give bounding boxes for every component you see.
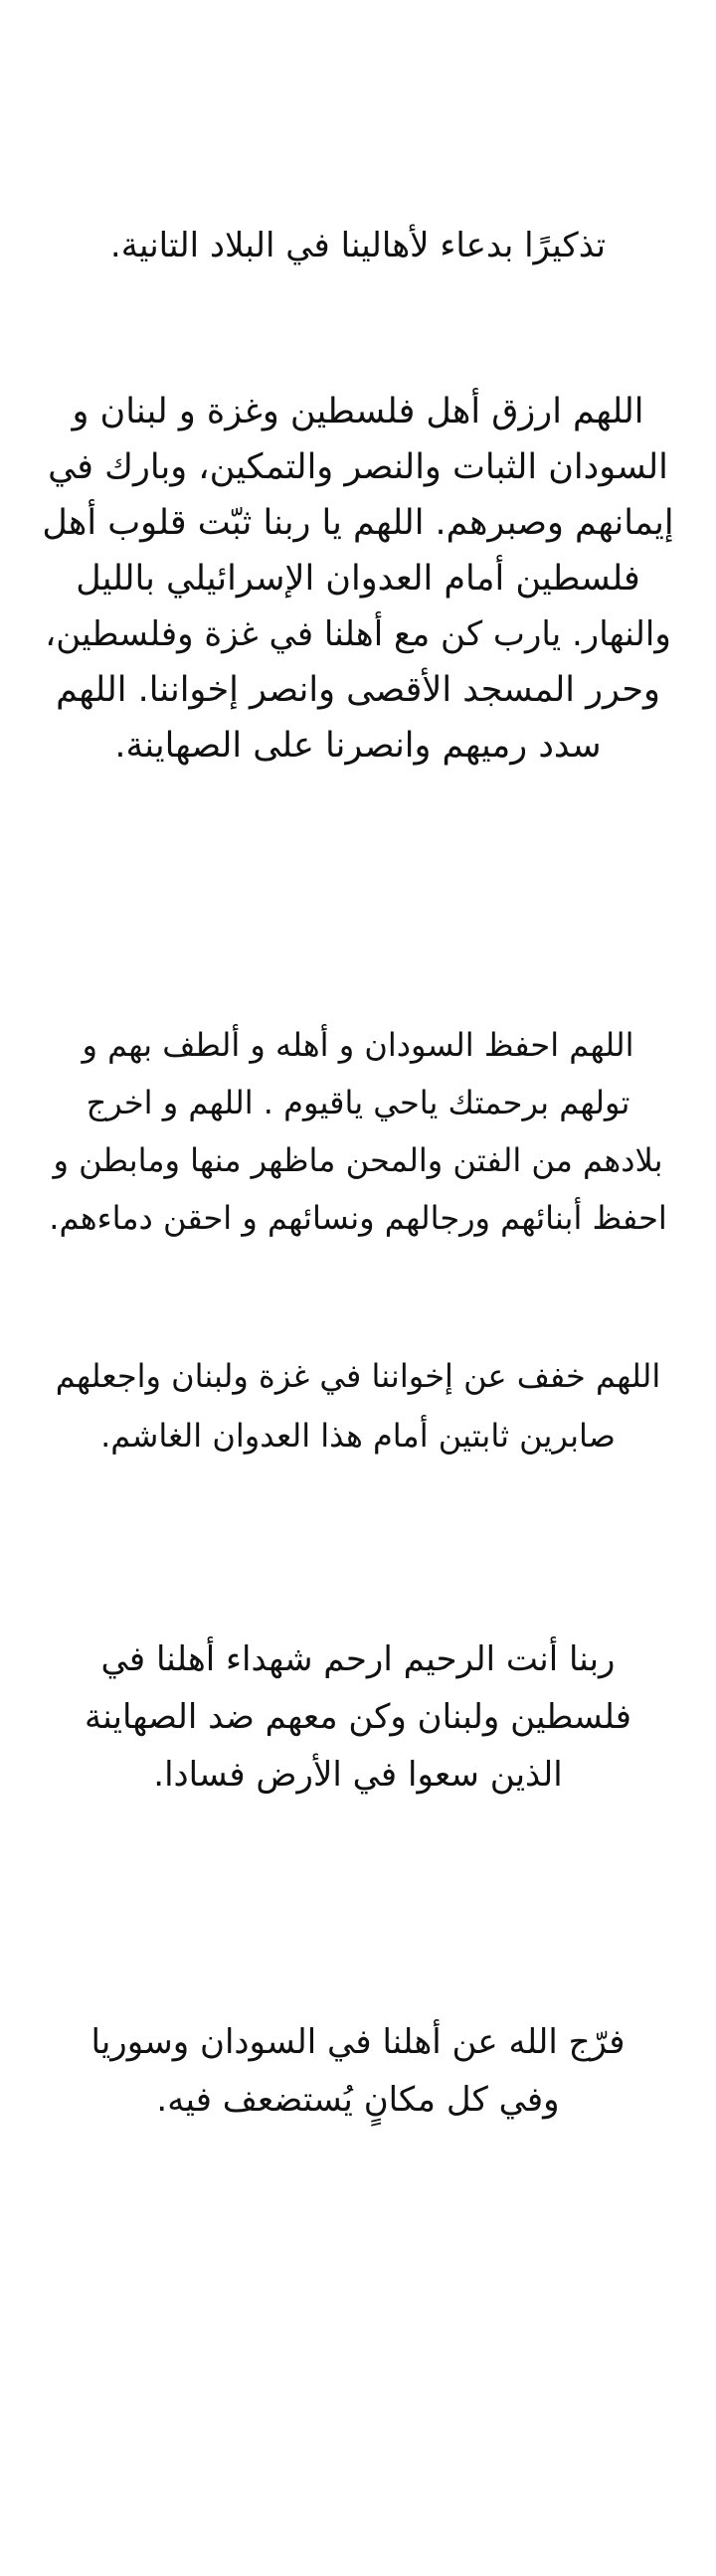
paragraph-line: صابرين ثابتين أمام هذا العدوان الغاشم. [100,1417,616,1455]
prayer-paragraph-martyrs [40,1631,676,1803]
paragraph-line: والنهار. يارب كن مع أهلنا في غزة وفلسطين، [45,614,671,654]
paragraph-line: سدد رميهم وانصرنا على الصهاينة. [114,726,602,766]
paragraph-line: فلسطين أمام العدوان الإسرائيلي بالليل [76,559,640,599]
paragraph-line: إيمانهم وصبرهم. اللهم يا ربنا ثبّت قلوب أهل [42,503,674,543]
prayer-paragraph-sudan [40,1016,676,1247]
paragraph-line: اللهم احفظ السودان و أهله و ألطف بهم و [82,1026,634,1064]
prayer-paragraph-relief [40,2013,676,2129]
title-line: تذكيرًا بدعاء لأهالينا في البلاد التانية. [109,226,607,265]
paragraph-line: السودان الثبات والنصر والتمكين، وبارك في [48,447,668,487]
paragraph-line: احفظ أبنائهم ورجالهم ونسائهم و احقن دماءهم. [49,1199,667,1237]
paragraph-line: وحرر المسجد الأقصى وانصر إخواننا. اللهم [56,670,660,710]
prayer-paragraph-gaza-lebanon [40,1346,676,1465]
prayer-paragraph-palestine [40,384,676,773]
document-title [40,221,676,270]
paragraph-line: اللهم خفف عن إخواننا في غزة ولبنان واجعلهم [55,1357,661,1395]
paragraph-line: بلادهم من الفتن والمحن ماظهر منها ومابطن و [53,1141,663,1179]
paragraph-line: وفي كل مكانٍ يُستضعف فيه. [156,2080,560,2120]
paragraph-line: فرّج الله عن أهلنا في السودان وسوريا [90,2022,626,2062]
paragraph-line: ربنا أنت الرحيم ارحم شهداء أهلنا في [100,1639,616,1679]
paragraph-line: الذين سعوا في الأرض فسادا. [153,1755,563,1795]
paragraph-line: تولهم برحمتك ياحي ياقيوم . اللهم و اخرج [86,1084,630,1121]
paragraph-line: اللهم ارزق أهل فلسطين وغزة و لبنان و [72,392,644,431]
paragraph-line: فلسطين ولبنان وكن معهم ضد الصهاينة [85,1697,631,1737]
